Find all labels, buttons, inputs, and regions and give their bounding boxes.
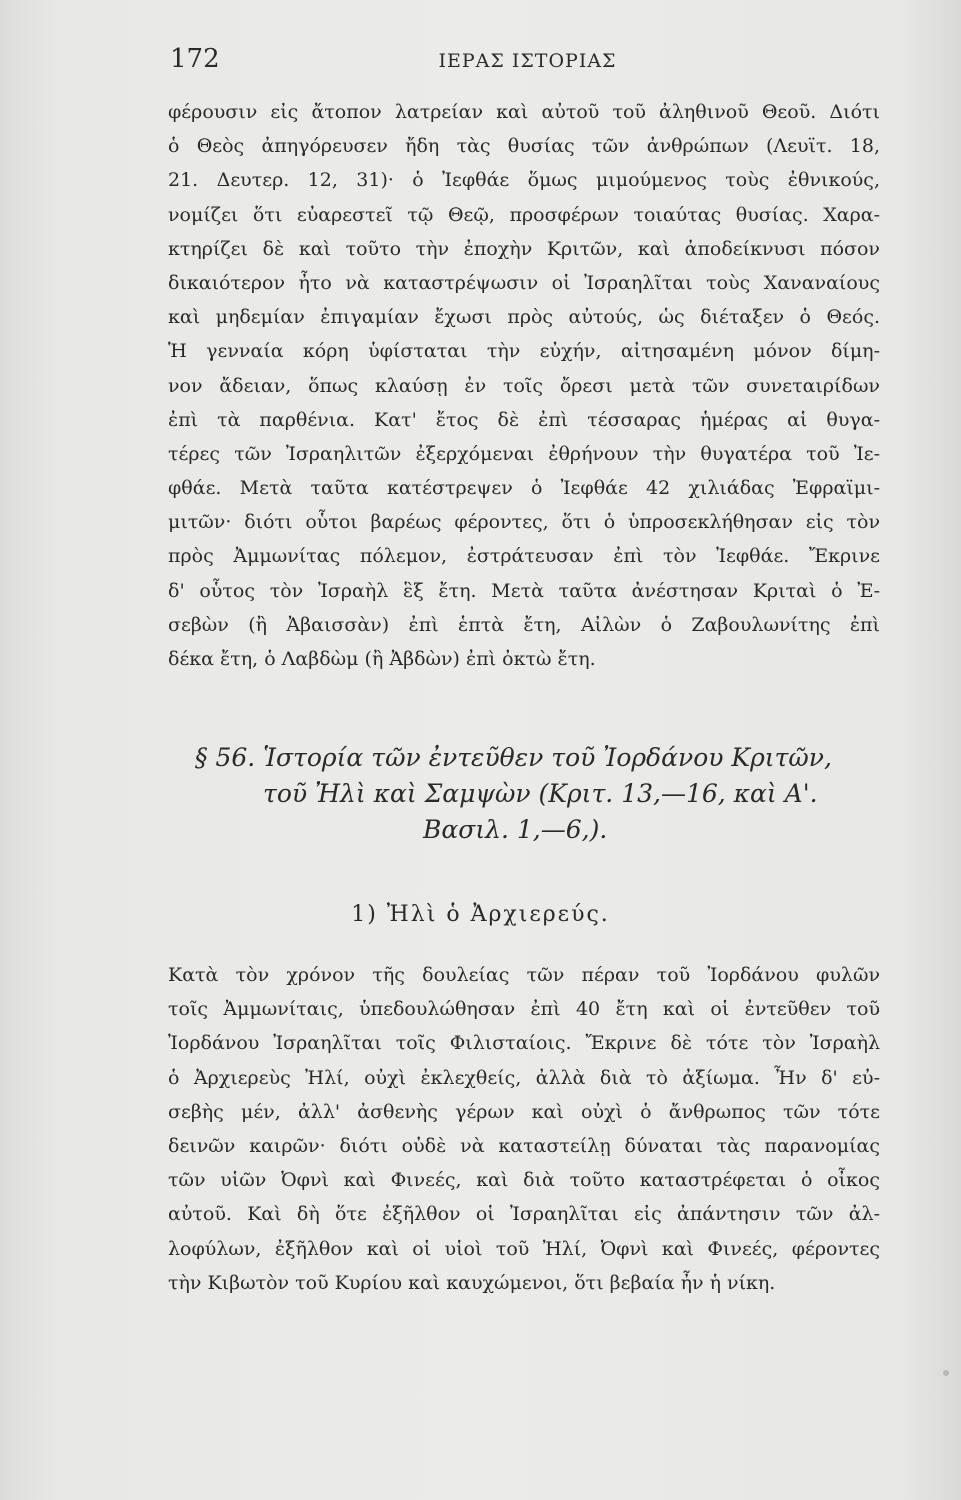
- text-line: πρὸς Ἀμμωνίτας πόλεμον, ἐστράτευσαν ἐπὶ τὸν Ἰεφθάε. Ἔκρινε: [168, 545, 880, 568]
- paper-speck: [943, 1370, 949, 1376]
- text-line: μιτῶν· διότι οὗτοι βαρέως φέροντες, ὅτι ὁ ὑπροσεκλήθησαν εἰς τὸν: [168, 511, 880, 534]
- text-line: σεβὼν (ἢ Ἀβαισσὰν) ἐπὶ ἑπτὰ ἔτη, Αἰλὼν ὁ Ζαβουλωνίτης ἐπὶ: [168, 613, 880, 636]
- page-number: 172: [170, 44, 220, 74]
- section-heading-line: τοῦ Ἠλὶ καὶ Σαμψὼν (Κριτ. 13,—16, καὶ Α'.: [263, 779, 818, 808]
- text-line: φέρουσιν εἰς ἄτοπον λατρείαν καὶ αὐτοῦ τοῦ ἀληθινοῦ Θεοῦ. Διότι: [168, 101, 880, 123]
- text-line: ἐπὶ τὰ παρθένια. Κατ' ἔτος δὲ ἐπὶ τέσσαρας ἡμέρας αἱ θυγα-: [168, 408, 880, 431]
- text-line: τὴν Κιβωτὸν τοῦ Κυρίου καὶ καυχώμενοι, ὅτι βεβαία ἦν ἡ νίκη.: [168, 1271, 776, 1294]
- text-line: τέρες τῶν Ἰσραηλιτῶν ἐξερχόμεναι ἐθρήνουν τὴν θυγατέρα τοῦ Ἰε-: [168, 442, 880, 465]
- text-line: 21. Δευτερ. 12, 31)· ὁ Ἰεφθάε ὅμως μιμούμενος τοὺς ἐθνικούς,: [168, 169, 880, 192]
- text-line: δικαιότερον ἦτο νὰ καταστρέψωσιν οἱ Ἰσραηλῖται τοὺς Χαναναίους: [168, 271, 880, 294]
- text-line: ὁ Ἀρχιερεὺς Ἠλί, οὐχὶ ἐκλεχθείς, ἀλλὰ διὰ τὸ ἀξίωμα. Ἦν δ' εὐ-: [168, 1066, 880, 1089]
- text-line: φθάε. Μετὰ ταῦτα κατέστρεψεν ὁ Ἰεφθάε 42 χιλιάδας Ἐφραϊμι-: [168, 477, 880, 500]
- section-heading-line: Βασιλ. 1,—6,).: [423, 815, 608, 844]
- paragraph-bottom: [168, 958, 880, 1300]
- text-line: καὶ μηδεμίαν ἐπιγαμίαν ἔχωσι πρὸς αὐτούς, ὡς διέταξεν ὁ Θεός.: [168, 306, 880, 329]
- text-line: σεβὴς μέν, ἀλλ' ἀσθενὴς γέρων καὶ οὐχὶ ὁ ἄνθρωπος τῶν τότε: [168, 1100, 880, 1123]
- text-line: κτηρίζει δὲ καὶ τοῦτο τὴν ἐποχὴν Κριτῶν, καὶ ἀποδείκνυσι πόσον: [168, 237, 880, 260]
- text-line: λοφύλων, ἐξῆλθον καὶ οἱ υἱοὶ τοῦ Ἠλί, Ὀφνὶ καὶ Φινεές, φέροντες: [168, 1237, 880, 1260]
- text-line: αὐτοῦ. Καὶ δὴ ὅτε ἐξῆλθον οἱ Ἰσραηλῖται εἰς ἀπάντησιν τῶν ἀλ-: [168, 1203, 880, 1226]
- text-line: τῶν υἱῶν Ὀφνὶ καὶ Φινεές, καὶ διὰ τοῦτο καταστρέφεται ὁ οἶκος: [168, 1169, 880, 1192]
- paragraph-top: [168, 95, 880, 676]
- text-line: Ἡ γενναία κόρη ὑφίσταται τὴν εὐχήν, αἰτησαμένη μόνον δίμη-: [168, 340, 880, 363]
- text-line: Κατὰ τὸν χρόνον τῆς δουλείας τῶν πέραν τοῦ Ἰορδάνου φυλῶν: [168, 964, 880, 986]
- text-line: δεινῶν καιρῶν· διότι οὐδὲ νὰ καταστείλῃ δύναται τὰς παρανομίας: [168, 1134, 880, 1157]
- running-head: [170, 44, 885, 80]
- text-line: τοῖς Ἀμμωνίταις, ὑπεδουλώθησαν ἐπὶ 40 ἔτη καὶ οἱ ἐντεῦθεν τοῦ: [168, 998, 880, 1021]
- section-heading-line: § 56. Ἱστορία τῶν ἐντεῦθεν τοῦ Ἰορδάνου Κριτῶν,: [195, 743, 832, 772]
- text-line: νομίζει ὅτι εὐαρεστεῖ τῷ Θεῷ, προσφέρων τοιαύτας θυσίας. Χαρα-: [168, 203, 880, 226]
- text-line: νον ἄδειαν, ὅπως κλαύσῃ ἐν τοῖς ὄρεσι μετὰ τῶν συνεταιρίδων: [168, 374, 880, 397]
- text-line: δ' οὗτος τὸν Ἰσραὴλ ἓξ ἔτη. Μετὰ ταῦτα ἀνέστησαν Κριταὶ ὁ Ἐ-: [168, 579, 880, 602]
- text-line: ὁ Θεὸς ἀπηγόρευσεν ἤδη τὰς θυσίας τῶν ἀνθρώπων (Λευϊτ. 18,: [168, 135, 880, 158]
- text-line: Ἰορδάνου Ἰσραηλῖται τοῖς Φιλισταίοις. Ἔκρινε δὲ τότε τὸν Ἰσραὴλ: [168, 1032, 880, 1055]
- running-title: ΙΕΡΑΣ ΙΣΤΟΡΙΑΣ: [438, 50, 617, 72]
- subsection-title: 1) Ἠλὶ ὁ Ἀρχιερεύς.: [351, 902, 610, 927]
- text-line: δέκα ἔτη, ὁ Λαβδὼμ (ἢ Ἀβδὼν) ἐπὶ ὀκτὼ ἔτη.: [168, 648, 596, 670]
- section-heading: [195, 740, 885, 848]
